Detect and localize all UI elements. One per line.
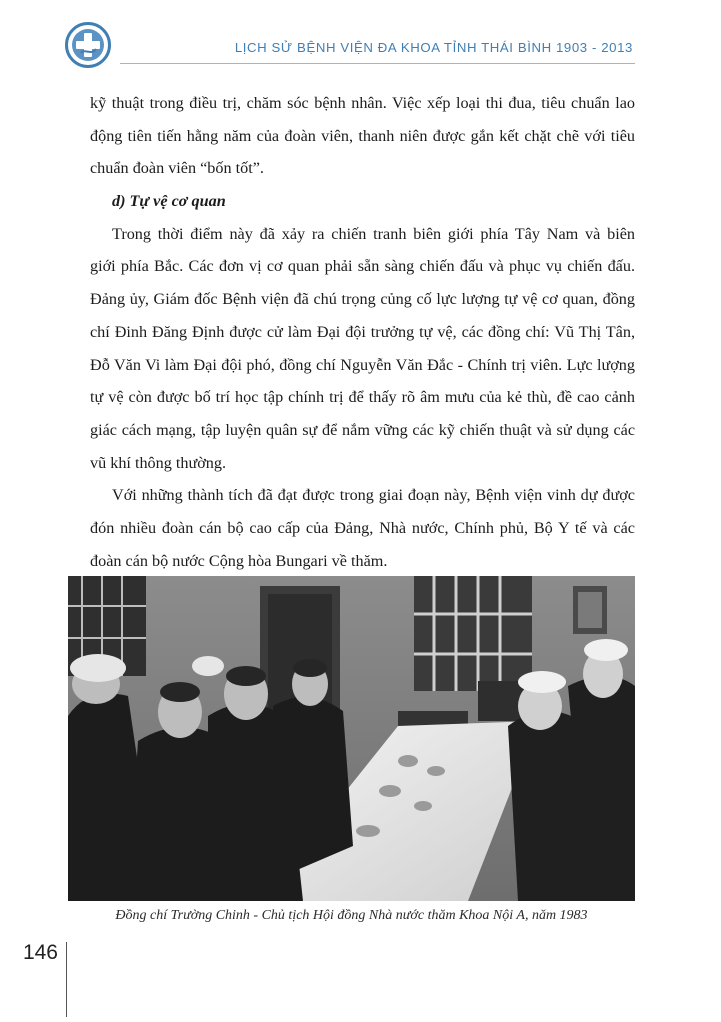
page-number-rule: [66, 942, 67, 1017]
paragraph-3-line-2: đón nhiều đoàn cán bộ cao cấp của Đảng, Nhà nước, Chính phủ, Bộ Y tế và các: [90, 518, 635, 537]
body-text: [90, 87, 635, 577]
running-title: LỊCH SỬ BỆNH VIỆN ĐA KHOA TỈNH THÁI BÌNH 1903 - 2013: [234, 40, 633, 55]
paragraph-1-line-3: chuẩn đoàn viên “bốn tốt”.: [90, 159, 264, 178]
paragraph-2-line-7: giác cách mạng, tập luyện quân sự để nắm vững các kỹ chiến thuật và sử dụng các: [90, 420, 635, 439]
paragraph-2-line-6: tự vệ còn được bố trí học tập chính trị để thấy rõ âm mưu của kẻ thù, đề cao cảnh: [90, 388, 635, 407]
paragraph-2-line-2: giới phía Bắc. Các đơn vị cơ quan phải sẵn sàng chiến đấu và phục vụ chiến đấu.: [90, 257, 635, 276]
photo-caption: Đồng chí Trường Chinh - Chủ tịch Hội đồng Nhà nước thăm Khoa Nội A, năm 1983: [115, 908, 588, 923]
paragraph-2-line-3: Đảng ủy, Giám đốc Bệnh viện đã chú trọng củng cố lực lượng tự vệ cơ quan, đồng: [90, 290, 635, 309]
page-number: 146: [22, 941, 58, 964]
paragraph-3-line-1: Với những thành tích đã đạt được trong giai đoạn này, Bệnh viện vinh dự được: [112, 486, 635, 505]
section-heading: d) Tự vệ cơ quan: [112, 192, 226, 211]
header-rule: [120, 63, 635, 64]
paragraph-1-line-1: kỹ thuật trong điều trị, chăm sóc bệnh nhân. Việc xếp loại thi đua, tiêu chuẩn lao: [90, 94, 635, 112]
historical-photo: [68, 576, 635, 901]
hospital-logo-icon: [65, 22, 111, 68]
paragraph-2-line-4: chí Đinh Đăng Định được cử làm Đại đội trưởng tự vệ, các đồng chí: Vũ Thị Tân,: [90, 322, 635, 341]
paragraph-2-line-1: Trong thời điểm này đã xảy ra chiến tranh biên giới phía Tây Nam và biên: [112, 224, 635, 243]
paragraph-1-line-2: động tiên tiến hằng năm của đoàn viên, thanh niên được gắn kết chặt chẽ với tiêu: [90, 126, 635, 145]
paragraph-3-line-3: đoàn cán bộ nước Cộng hòa Bungari về thăm.: [90, 551, 388, 570]
paragraph-2-line-8: vũ khí thông thường.: [90, 453, 227, 472]
paragraph-2-line-5: Đỗ Văn Vi làm Đại đội phó, đồng chí Nguyễn Văn Đắc - Chính trị viên. Lực lượng: [90, 355, 635, 374]
